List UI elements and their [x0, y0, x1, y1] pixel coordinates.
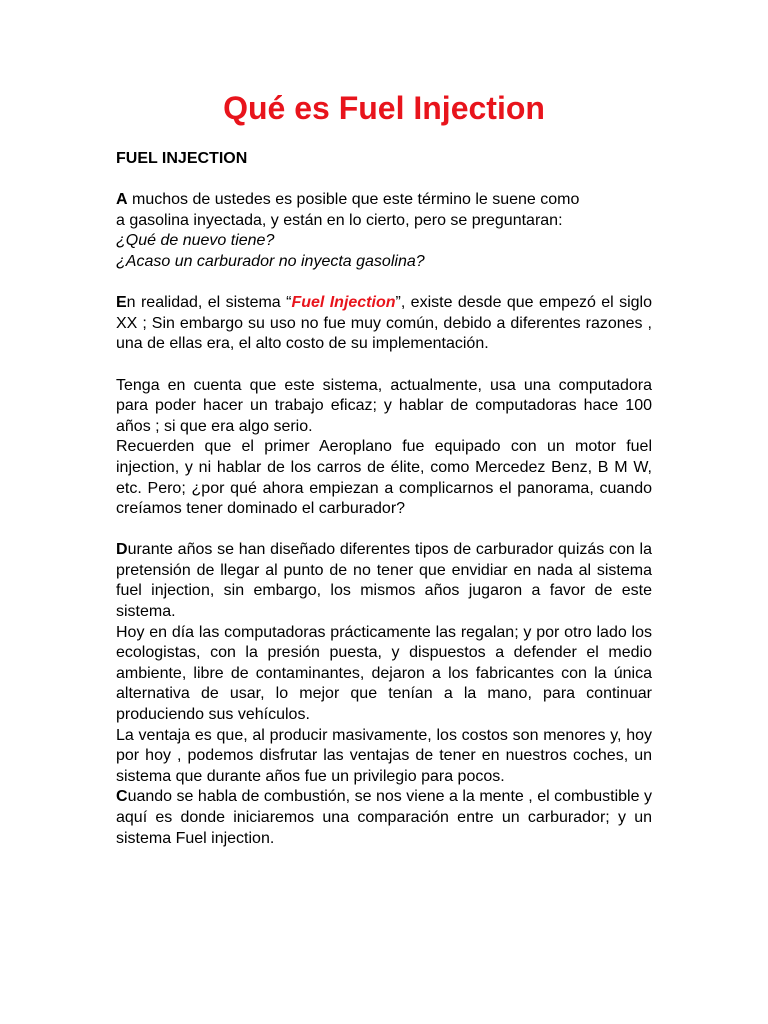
paragraph-1 — [116, 190, 652, 272]
question-1: ¿Qué de nuevo tiene? — [116, 232, 275, 250]
spacer — [116, 520, 652, 541]
paragraph-3b: Recuerden que el primer Aeroplano fue equipado con un motor fuel injection, y ni hablar de los carros de élite, como Mercedez Benz, B M W, etc. Pero; ¿por qué ahora empiezan a complicarnos el panorama, cuando creíamos tener dominado el carburador? — [116, 438, 652, 518]
paragraph-7-text: uando se habla de combustión, se nos viene a la mente , el combustible y aquí es donde iniciaremos una comparación entre un carburador; y un sistema Fuel injection. — [116, 788, 652, 847]
question-2: ¿Acaso un carburador no inyecta gasolina? — [116, 252, 425, 270]
paragraph-2-after: ”, existe desde que empezó el siglo XX ; Sin embargo su uso no fue muy común, debido a diferentes razones , una de ellas era, el alto costo de su implementación. — [116, 294, 653, 353]
dropcap-d: D — [116, 541, 128, 559]
document-title: Qué es Fuel Injection — [223, 90, 545, 126]
paragraph-5: Hoy en día las computadoras prácticamente las regalan; y por otro lado los ecologistas, con la presión puesta, y dispuestos a defender el medio ambiente, libre de contaminantes, dejaron a los fabricantes con la única alternativa de usar, lo mejor que tenían a la mano, para continuar produciendo sus vehículos. — [116, 623, 652, 724]
paragraph-2 — [116, 293, 652, 355]
dropcap-a: A — [116, 191, 128, 209]
spacer — [116, 170, 652, 191]
paragraph-3: Tenga en cuenta que este sistema, actualmente, usa una computadora para poder hacer un trabajo eficaz; y hablar de computadoras hace 100 años ; si que era algo serio. — [116, 376, 652, 435]
spacer — [116, 273, 652, 294]
section-heading: FUEL INJECTION — [116, 150, 248, 167]
paragraph-1-line-1: muchos de ustedes es posible que este término le suene como — [127, 191, 580, 209]
document-body — [116, 149, 652, 849]
paragraph-7 — [116, 787, 652, 849]
paragraph-4-text: urante años se han diseñado diferentes tipos de carburador quizás con la pretensión de llegar al punto de no tener que envidiar en nada al sistema fuel injection, sin embargo, los mismos años jugaron a favor de este sistema. — [116, 541, 652, 621]
spacer — [116, 355, 652, 376]
dropcap-e: E — [116, 294, 127, 312]
dropcap-c: C — [116, 788, 128, 806]
paragraph-6: La ventaja es que, al producir masivamente, los costos son menores y, hoy por hoy , podemos disfrutar las ventajas de tener en nuestros coches, un sistema que durante años fue un privilegio para pocos. — [116, 726, 652, 785]
paragraph-1-line-2: a gasolina inyectada, y están en lo cierto, pero se preguntaran: — [116, 211, 563, 229]
fuel-injection-highlight: Fuel Injection — [291, 294, 396, 312]
paragraph-2-before: n realidad, el sistema “ — [126, 294, 292, 312]
paragraph-4 — [116, 540, 652, 622]
